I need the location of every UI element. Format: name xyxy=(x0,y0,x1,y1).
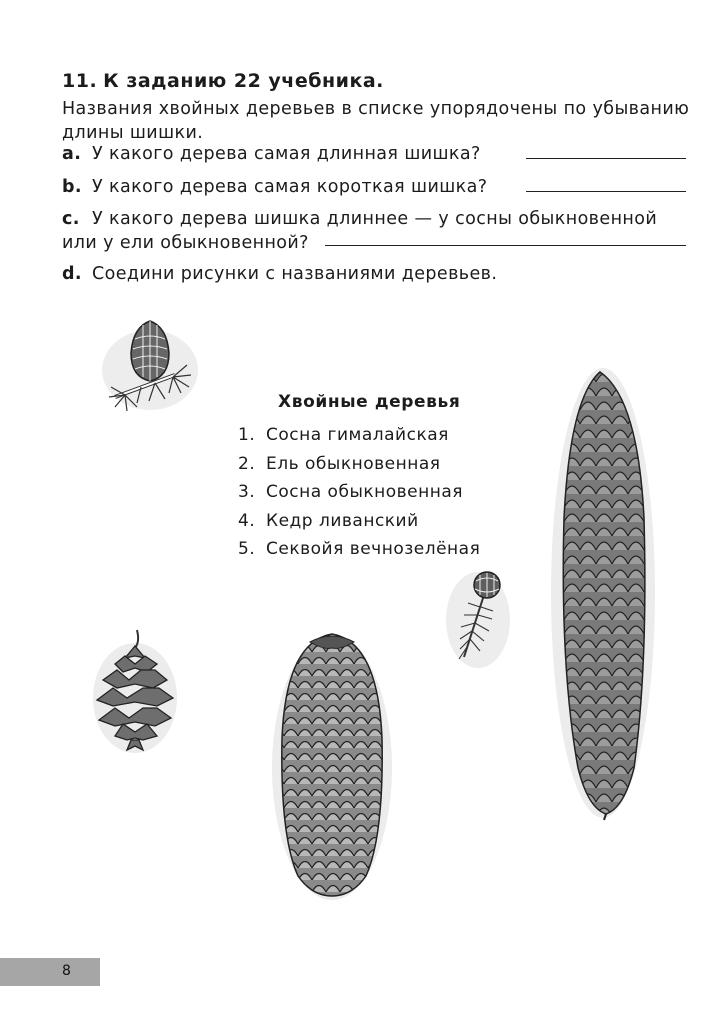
cone-drawing-small[interactable] xyxy=(85,628,185,758)
question-b-label: b. xyxy=(62,177,82,197)
tree-list-item[interactable]: 5. Секвойя вечнозелёная xyxy=(238,539,481,560)
task-heading: К заданию 22 учебника. xyxy=(103,70,384,92)
answer-line-b[interactable] xyxy=(526,191,686,192)
question-a xyxy=(62,142,481,166)
question-b xyxy=(62,175,487,199)
tree-list-item[interactable]: 1. Сосна гималайская xyxy=(238,425,449,445)
cone-drawing-long[interactable] xyxy=(548,368,658,823)
tree-list-title: Хвойные деревья xyxy=(278,392,461,412)
question-c-text: У какого дерева шишка длиннее — у сосны обыкновенной xyxy=(92,209,658,229)
task-intro: Названия хвойных деревьев в списке упорядочены по убыванию длины шишки. xyxy=(62,99,690,143)
question-b-text: У какого дерева самая короткая шишка? xyxy=(92,177,488,197)
question-c-continued: или у ели обыкновенной? xyxy=(62,233,309,253)
question-c xyxy=(62,207,657,231)
tree-list-item[interactable]: 2. Ель обыкновенная xyxy=(238,453,441,474)
task-title xyxy=(62,70,384,92)
answer-line-c[interactable] xyxy=(325,245,686,246)
tree-list-item[interactable]: 4. Кедр ливанский xyxy=(238,510,419,531)
question-d-text: Соедини рисунки с названиями деревьев. xyxy=(92,264,498,284)
cone-drawing-cedar[interactable] xyxy=(95,315,210,415)
question-d-label: d. xyxy=(62,264,82,284)
question-a-text: У какого дерева самая длинная шишка? xyxy=(92,144,481,164)
question-a-label: a. xyxy=(62,144,82,164)
answer-line-a[interactable] xyxy=(526,158,686,159)
tree-list-item[interactable]: 3. Сосна обыкновенная xyxy=(238,482,463,503)
page-number-bar xyxy=(0,958,100,986)
tree-list xyxy=(238,392,480,564)
cone-drawing-tiny[interactable] xyxy=(440,565,515,670)
task-number: 11. xyxy=(62,70,98,92)
question-c-label: c. xyxy=(62,209,80,229)
page-number: 8 xyxy=(62,963,71,979)
cone-drawing-large[interactable] xyxy=(270,628,395,903)
question-d xyxy=(62,262,497,286)
